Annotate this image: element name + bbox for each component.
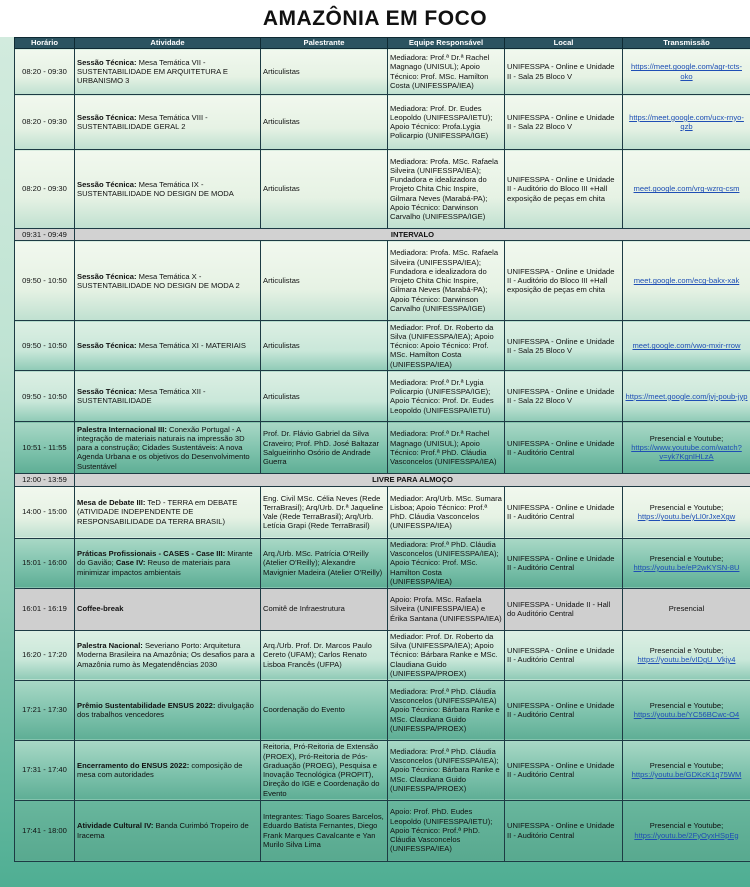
transmission-mode: Presencial e Youtube; <box>649 760 724 770</box>
transmission-mode: Presencial e Youtube; <box>649 700 724 710</box>
activity-description: Banda Curimbó Tropeiro de Iracema <box>77 821 249 840</box>
row-speaker: Arq./Urb. MSc. Patrícia O'Reilly (Atelier O'Reilly); Alexandre Mavignier Madeira (Atelier O'Reilly) <box>261 538 388 588</box>
header-palestrante: Palestrante <box>261 38 388 49</box>
row-time: 09:50 - 10:50 <box>15 321 75 371</box>
table-row <box>15 680 750 740</box>
table-row <box>15 241 750 321</box>
activity-type: Sessão Técnica: <box>77 112 137 122</box>
activity-type: Palestra Nacional: <box>77 641 143 651</box>
table-row <box>15 486 750 538</box>
page-title: AMAZÔNIA EM FOCO <box>0 0 750 37</box>
row-time: 10:51 - 11:55 <box>15 422 75 474</box>
row-speaker: Articulistas <box>261 241 388 321</box>
row-local: UNIFESSPA - Online e Unidade II - Auditório Central <box>505 630 623 680</box>
table-row <box>15 150 750 229</box>
activity-description: divulgação dos trabalhos vencedores <box>77 700 254 719</box>
row-transmission[interactable] <box>623 538 750 588</box>
activity-type: Sessão Técnica: <box>77 271 137 281</box>
transmission-mode: Presencial <box>668 604 705 614</box>
row-local: UNIFESSPA - Online e Unidade II - Auditório Central <box>505 538 623 588</box>
transmission-mode: Presencial e Youtube; <box>649 433 724 443</box>
row-local: UNIFESSPA - Online e Unidade II - Sala 22 Bloco V <box>505 95 623 150</box>
row-team: Mediadora: Profa. MSc. Rafaela Silveira (UNIFESSPA/IEA); Fundadora e idealizadora do Projeto Chita Chic Inspire, Gilmara Neves (Marabá-PA); Apoio Técnico: Darwinson Carvalho (UNIFESSPA/IGE) <box>388 150 505 229</box>
row-activity <box>75 486 261 538</box>
activity-description-secondary: Reuso de materiais para minimizar impactos ambientais <box>77 558 231 577</box>
header-equipe: Equipe Responsável <box>388 38 505 49</box>
activity-description: Mesa Temática IX - SUSTENTABILIDADE NO DESIGN DE MODA <box>77 179 234 198</box>
row-speaker: Articulistas <box>261 321 388 371</box>
break-row <box>15 229 750 241</box>
activity-type: Prêmio Sustentabilidade ENSUS 2022: <box>77 700 216 710</box>
activity-type: Sessão Técnica: <box>77 179 137 189</box>
table-row <box>15 538 750 588</box>
row-transmission[interactable] <box>623 630 750 680</box>
row-transmission[interactable] <box>623 800 750 861</box>
row-local: UNIFESSPA - Online e Unidade II - Auditório do Bloco III +Hall exposição de peças em chita <box>505 150 623 229</box>
meet-link[interactable]: meet.google.com/vrg-wzrq-csm <box>623 150 750 229</box>
row-time: 09:50 - 10:50 <box>15 241 75 321</box>
row-team: Apoio: Profa. MSc. Rafaela Silveira (UNIFESSPA/IEA) e Érika Santana (UNIFESSPA/IEA) <box>388 588 505 630</box>
activity-type: Atividade Cultural IV: <box>77 821 154 831</box>
youtube-link[interactable]: https://www.youtube.com/watch?v=yk7KgnIHLzA <box>631 443 742 462</box>
activity-description: composição de mesa com autoridades <box>77 760 243 779</box>
row-time: 08:20 - 09:30 <box>15 150 75 229</box>
row-local: UNIFESSPA - Online e Unidade II - Auditório Central <box>505 486 623 538</box>
meet-link[interactable]: https://meet.google.com/agr-tcts-oko <box>623 49 750 95</box>
row-transmission[interactable] <box>623 422 750 474</box>
row-speaker: Prof. Dr. Flávio Gabriel da Silva Craveiro; Prof. PhD. José Baltazar Salgueirinho Osório de Andrade Guerra <box>261 422 388 474</box>
row-transmission[interactable] <box>623 740 750 800</box>
break-label: LIVRE PARA ALMOÇO <box>75 474 750 486</box>
activity-description: Mirante do Gavião; <box>77 549 253 568</box>
table-row <box>15 371 750 422</box>
row-local: UNIFESSPA - Online e Unidade II - Sala 25 Bloco V <box>505 321 623 371</box>
table-header-row <box>15 38 750 49</box>
row-local: UNIFESSPA - Unidade II - Hall do Auditório Central <box>505 588 623 630</box>
row-team: Mediadora: Prof.ª Dr.ª Rachel Magnago (UNISUL); Apoio Técnico: Prof.ª PhD. Cláudia Vasconcelos (UNIFESSPA/IEA) <box>388 422 505 474</box>
row-speaker: Arq./Urb. Prof. Dr. Marcos Paulo Cereto (UFAM); Carlos Renato Lisboa Francês (UFPA) <box>261 630 388 680</box>
row-local: UNIFESSPA - Online e Unidade II - Auditório Central <box>505 680 623 740</box>
meet-link[interactable]: https://meet.google.com/ucx-rnyo-qzb <box>623 95 750 150</box>
activity-description: Mesa Temática VII - SUSTENTABILIDADE EM ARQUITETURA E URBANISMO 3 <box>77 57 228 86</box>
break-label: INTERVALO <box>75 229 750 241</box>
row-speaker: Articulistas <box>261 95 388 150</box>
row-time: 09:50 - 10:50 <box>15 371 75 422</box>
activity-type-secondary: Case IV: <box>115 558 146 568</box>
row-speaker: Reitoria, Pró-Reitoria de Extensão (PROEX), Pró-Reitoria de Pós-Graduação (PROEG), Pesquisa e Inovação Tecnológica (PROPIT), Direção do IGE e Coordenação do Evento <box>261 740 388 800</box>
row-local: UNIFESSPA - Online e Unidade II - Sala 25 Bloco V <box>505 49 623 95</box>
break-time: 09:31 - 09:49 <box>15 229 75 241</box>
header-horario: Horário <box>15 38 75 49</box>
activity-type: Práticas Profissionais - CASES - Case III: <box>77 549 226 559</box>
row-activity <box>75 150 261 229</box>
activity-description: Mesa Temática XII - SUSTENTABILIDADE <box>77 387 206 406</box>
header-atividade: Atividade <box>75 38 261 49</box>
meet-link[interactable]: https://meet.google.com/jvj-poub-jyp <box>623 371 750 422</box>
row-time: 15:01 - 16:00 <box>15 538 75 588</box>
row-team: Mediadora: Profa. MSc. Rafaela Silveira (UNIFESSPA/IEA); Fundadora e idealizadora do Projeto Chita Chic Inspire, Gilmara Neves (Marabá-PA); Apoio Técnico: Darwinson Carvalho (UNIFESSPA/IGE) <box>388 241 505 321</box>
activity-type: Coffee-break <box>77 604 124 614</box>
row-team: Mediadora: Prof.ª PhD. Cláudia Vasconcelos (UNIFESSPA/IEA); Apoio Técnico: Prof. MSc. Hamilton Costa (UNIFESSPA/IEA) <box>388 538 505 588</box>
activity-type: Sessão Técnica: <box>77 341 137 351</box>
table-row <box>15 630 750 680</box>
activity-description: Mesa Temática X - SUSTENTABILIDADE NO DESIGN DE MODA 2 <box>77 271 240 290</box>
row-local: UNIFESSPA - Online e Unidade II - Auditório Central <box>505 740 623 800</box>
row-local: UNIFESSPA - Online e Unidade II - Auditório Central <box>505 422 623 474</box>
transmission-mode: Presencial e Youtube; <box>649 645 724 655</box>
header-local: Local <box>505 38 623 49</box>
row-time: 16:20 - 17:20 <box>15 630 75 680</box>
row-speaker: Integrantes: Tiago Soares Barcelos, Eduardo Batista Fernantes, Diego Frank Marques Cavalcante e Yan Murilo Silva Lima <box>261 800 388 861</box>
activity-type: Palestra Internacional III: <box>77 424 167 434</box>
header-transmissao: Transmissão <box>623 38 750 49</box>
row-team: Mediador: Prof. Dr. Roberto da Silva (UNIFESSPA/IEA); Apoio Técnico: Bárbara Ranke e MSc. Claudiana Guido (UNIFESSPA/PROEX) <box>388 630 505 680</box>
activity-description: Conexão Portugal - A integração de materiais naturais na impressão 3D para a construção; Cidades Sustentáveis: A nova Agenda Urbana e os objetivos do Desenvolvimento Sustentável <box>77 424 250 471</box>
row-speaker: Eng. Civil MSc. Célia Neves (Rede TerraBrasil); Arq/Urb. Dr.ª Jaqueline Vale (Rede TerraBrasil); Arq/Urb. Letícia Grapi (Rede TerraBrasil) <box>261 486 388 538</box>
row-team: Mediadora: Prof.ª PhD. Cláudia Vasconcelos (UNIFESSPA/IEA); Apoio Técnico: Bárbara Ranke e MSc. Claudiana Guido (UNIFESSPA/PROEX) <box>388 740 505 800</box>
transmission-mode: Presencial e Youtube; <box>649 502 724 512</box>
table-row <box>15 95 750 150</box>
row-team: Mediadora: Prof.ª PhD. Cláudia Vasconcelos (UNIFESSPA/IEA) Apoio Técnico: Bárbara Ranke e MSc. Claudiana Guido (UNIFESSPA/PROEX) <box>388 680 505 740</box>
row-transmission <box>623 588 750 630</box>
activity-description: Mesa Temática VIII - SUSTENTABILIDADE GERAL 2 <box>77 112 208 131</box>
row-activity <box>75 49 261 95</box>
row-time: 17:21 - 17:30 <box>15 680 75 740</box>
row-team: Apoio: Prof. PhD. Eudes Leopoldo (UNIFESSPA/IETU); Apoio Técnico: Prof.ª PhD. Cláudia Vasconcelos (UNIFESSPA/IEA) <box>388 800 505 861</box>
row-activity <box>75 630 261 680</box>
row-speaker: Articulistas <box>261 49 388 95</box>
break-time: 12:00 - 13:59 <box>15 474 75 486</box>
row-transmission[interactable] <box>623 680 750 740</box>
row-team: Mediadora: Prof. Dr. Eudes Leopoldo (UNIFESSPA/IETU); Apoio Técnico: Profa.Lygia Policarpio (UNIFESSPA/IGE) <box>388 95 505 150</box>
table-row <box>15 49 750 95</box>
row-transmission[interactable] <box>623 486 750 538</box>
row-activity <box>75 371 261 422</box>
row-activity <box>75 800 261 861</box>
activity-type: Sessão Técnica: <box>77 57 137 67</box>
row-activity <box>75 538 261 588</box>
schedule-table <box>14 37 750 862</box>
row-activity <box>75 321 261 371</box>
table-row <box>15 800 750 861</box>
row-speaker: Coordenação do Evento <box>261 680 388 740</box>
youtube-link[interactable]: https://youtu.be/YC56BCwc-O4 <box>633 710 740 719</box>
row-time: 16:01 - 16:19 <box>15 588 75 630</box>
table-row <box>15 740 750 800</box>
meet-link[interactable]: meet.google.com/ecg-bakx-xak <box>623 241 750 321</box>
row-speaker: Comitê de Infraestrutura <box>261 588 388 630</box>
youtube-link[interactable]: https://youtu.be/eP2wKYSN-8U <box>633 563 740 572</box>
row-team: Mediador: Arq/Urb. MSc. Sumara Lisboa; Apoio Técnico: Prof.ª PhD. Cláudia Vasconcelos (UNIFESSPA/IEA) <box>388 486 505 538</box>
row-activity <box>75 740 261 800</box>
youtube-link[interactable]: https://youtu.be/GDKcK1q75WM <box>631 770 742 779</box>
row-team: Mediador: Prof. Dr. Roberto da Silva (UNIFESSPA/IEA); Apoio Técnico: Apoio Técnico: Prof. MSc. Hamilton Costa (UNIFESSPA/IEA) <box>388 321 505 371</box>
table-row <box>15 588 750 630</box>
row-activity <box>75 680 261 740</box>
youtube-link[interactable]: https://youtu.be/yLI0rJxeXgw <box>637 512 736 521</box>
row-speaker: Articulistas <box>261 371 388 422</box>
break-row <box>15 474 750 486</box>
table-row <box>15 422 750 474</box>
activity-type: Sessão Técnica: <box>77 387 137 396</box>
row-team: Mediadora: Prof.ª Dr.ª Lygia Policarpio (UNIFESSPA/IGE); Apoio Técnico: Prof. Dr. Eudes Leopoldo (UNIFESSPA/IETU) <box>388 371 505 422</box>
row-speaker: Articulistas <box>261 150 388 229</box>
activity-type: Mesa de Debate III: <box>77 498 146 508</box>
meet-link[interactable]: meet.google.com/vwo-mxir-rrow <box>623 321 750 371</box>
row-activity <box>75 241 261 321</box>
row-local: UNIFESSPA - Online e Unidade II - Sala 22 Bloco V <box>505 371 623 422</box>
youtube-link[interactable]: https://youtu.be/vIDgU_Vkjy4 <box>637 655 736 664</box>
row-time: 14:00 - 15:00 <box>15 486 75 538</box>
row-time: 17:31 - 17:40 <box>15 740 75 800</box>
activity-type: Encerramento do ENSUS 2022: <box>77 760 190 770</box>
transmission-mode: Presencial e Youtube; <box>649 821 724 831</box>
row-local: UNIFESSPA - Online e Unidade II - Auditório do Bloco III +Hall exposição de peças em chita <box>505 241 623 321</box>
youtube-link[interactable]: https://youtu.be/2FyOyxHSpEg <box>634 830 739 840</box>
row-activity <box>75 95 261 150</box>
transmission-mode: Presencial e Youtube; <box>649 553 724 563</box>
row-activity <box>75 422 261 474</box>
row-local: UNIFESSPA - Online e Unidade II - Auditório Central <box>505 800 623 861</box>
row-activity <box>75 588 261 630</box>
row-team: Mediadora: Prof.ª Dr.ª Rachel Magnago (UNISUL); Apoio Técnico: Prof. MSc. Hamilton Costa (UNIFESSPA/IEA) <box>388 49 505 95</box>
row-time: 08:20 - 09:30 <box>15 95 75 150</box>
row-time: 08:20 - 09:30 <box>15 49 75 95</box>
activity-description: Severiano Porto: Arquitetura Moderna Brasileira na Amazônia; Os desafios para a Amazônia rumo às Megatendências 2030 <box>77 641 255 669</box>
table-row <box>15 321 750 371</box>
row-time: 17:41 - 18:00 <box>15 800 75 861</box>
activity-description: Mesa Temática XI - MATERIAIS <box>136 341 246 351</box>
activity-description: TeD - TERRA em DEBATE (ATIVIDADE INDEPENDENTE DE RESPONSABILIDADE DA TERRA BRASIL) <box>77 498 238 526</box>
